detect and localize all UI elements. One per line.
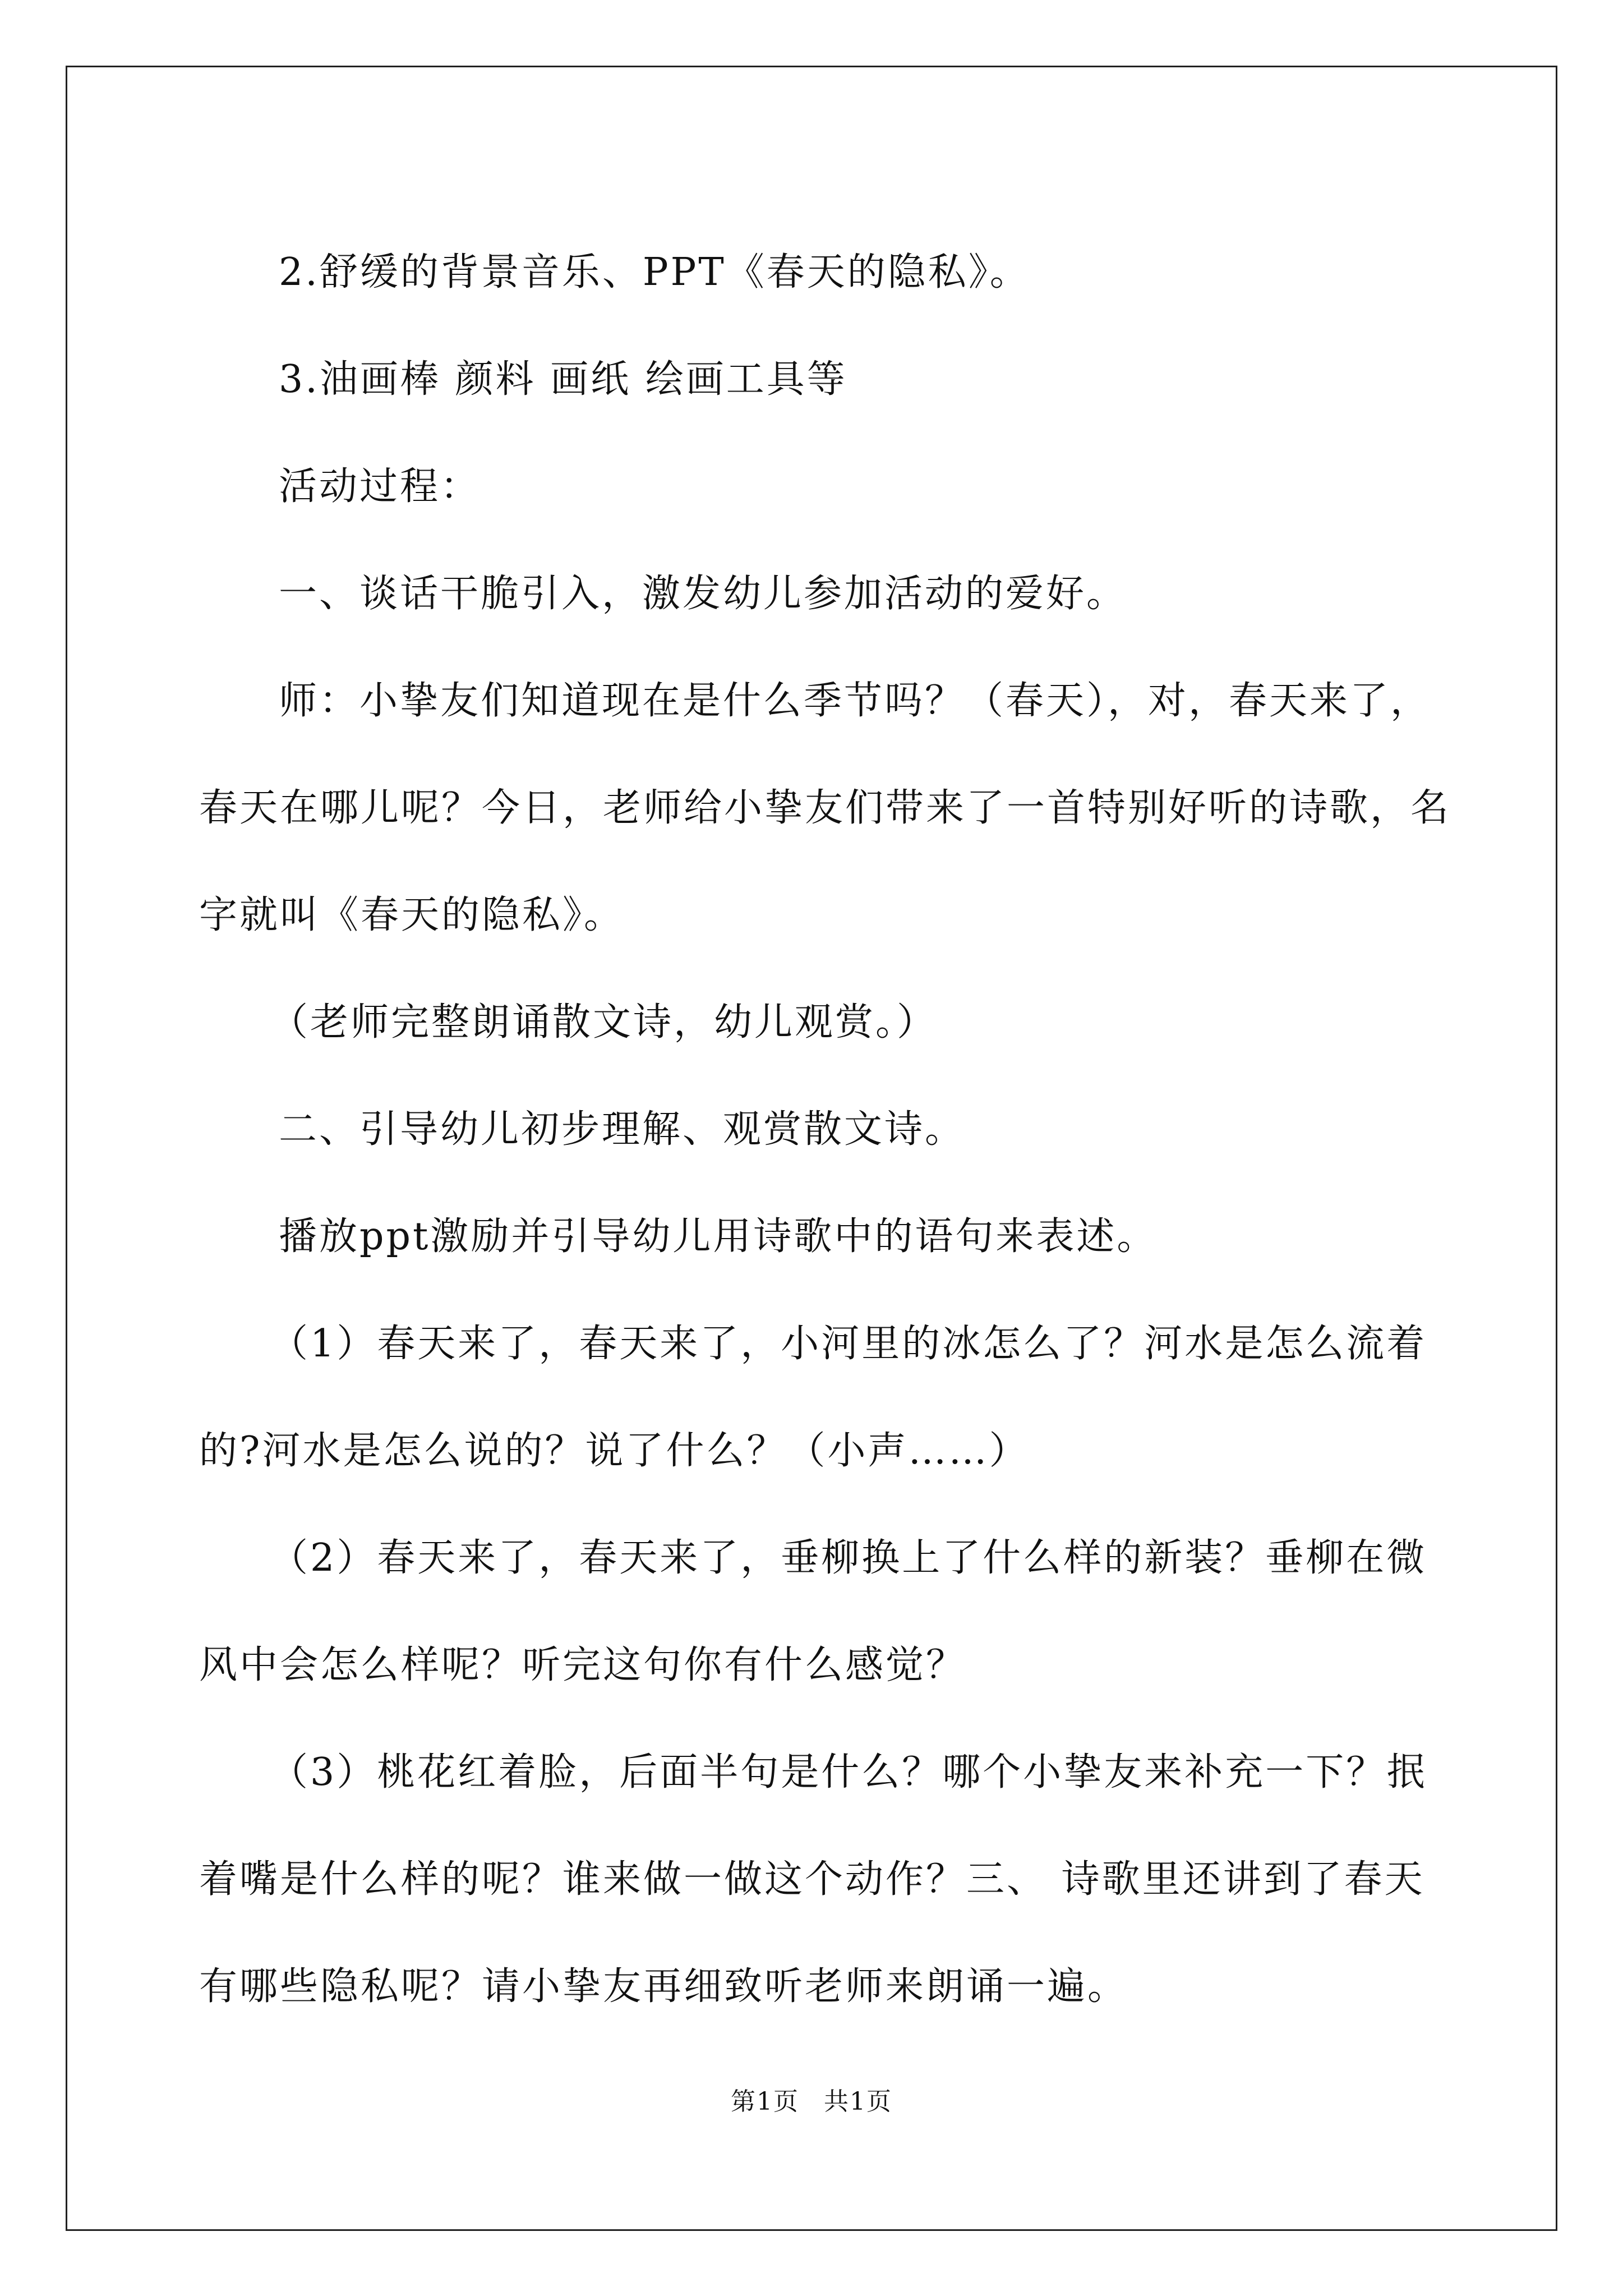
paragraph-materials-music: 2.舒缓的背景音乐、PPT《春天的隐私》。 — [279, 250, 1030, 295]
paragraph-teacher-intro: 师：小挚友们知道现在是什么季节吗？（春天），对，春天来了，春天在哪儿呢？今日，老师给小挚友们带来了一首特别好听的诗歌，名字就叫《春天的隐私》。 — [199, 679, 1451, 937]
paragraph-recitation-note: （老师完整朗诵散文诗，幼儿观赏。） — [270, 1000, 938, 1045]
paragraph-materials-tools: 3.油画棒 颜料 画纸 绘画工具等 — [279, 357, 847, 402]
page-footer — [0, 2081, 1623, 2117]
paragraph-question-2: （2）春天来了，春天来了，垂柳换上了什么样的新装？垂柳在微风中会怎么样呢？听完这句你有什么感觉？ — [199, 1536, 1427, 1687]
paragraph-question-3: （3）桃花红着脸，后面半句是什么？哪个小挚友来补充一下？抿着嘴是什么样的呢？谁来做一做这个动作？三、 诗歌里还讲到了春天有哪些隐私呢？请小挚友再细致听老师来朗诵一遍。 — [199, 1750, 1427, 2009]
page-number: 第1页 — [731, 2087, 799, 2116]
paragraph-play-ppt: 播放ppt激励并引导幼儿用诗歌中的语句来表述。 — [279, 1214, 1158, 1259]
page-total: 共1页 — [824, 2087, 892, 2116]
paragraph-question-1: （1）春天来了，春天来了，小河里的冰怎么了？河水是怎么流着的?河水是怎么说的？说了什么？（小声……） — [199, 1322, 1427, 1473]
paragraph-section-one: 一、谈话干脆引入，激发幼儿参加活动的爱好。 — [279, 572, 1127, 616]
paragraph-process-heading: 活动过程： — [279, 464, 481, 509]
document-body — [199, 219, 1461, 2040]
paragraph-section-two: 二、引导幼儿初步理解、观赏散文诗。 — [279, 1107, 966, 1152]
